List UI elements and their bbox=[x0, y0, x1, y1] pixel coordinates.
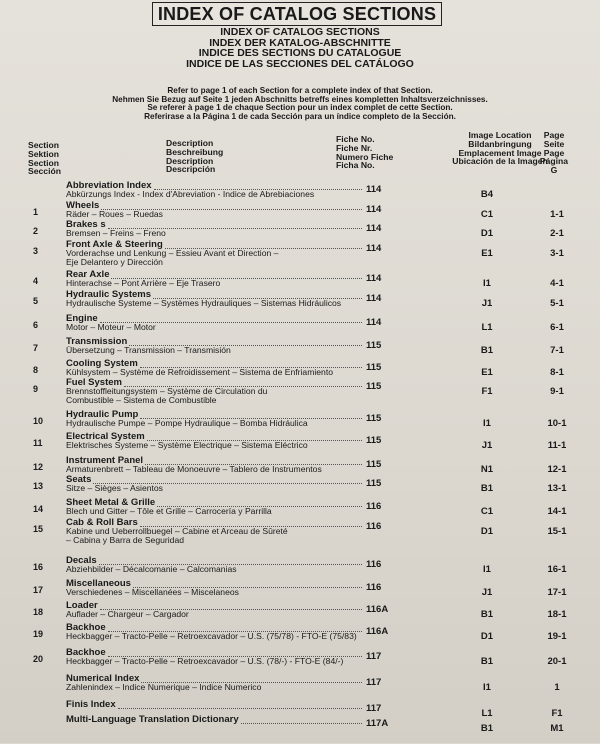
fiche-number: 114 bbox=[366, 223, 382, 234]
section-translation: Übersetzung – Transmission – Transmisión bbox=[66, 345, 231, 355]
fiche-number: 114 bbox=[366, 317, 382, 328]
page-ref: 18-1 bbox=[547, 609, 567, 620]
header-fiche-es: Ficha No. bbox=[336, 160, 375, 171]
image-location: N1 bbox=[480, 464, 494, 475]
section-number: 12 bbox=[33, 462, 44, 472]
page-ref: 1 bbox=[554, 682, 560, 693]
image-location: L1 bbox=[481, 708, 493, 719]
section-name: Instrument Panel bbox=[66, 455, 144, 466]
page-ref: 10-1 bbox=[547, 418, 567, 429]
section-number: 6 bbox=[33, 320, 39, 330]
section-number: 3 bbox=[33, 246, 39, 256]
section-name: Hydraulic Systems bbox=[66, 289, 152, 300]
fiche-number: 115 bbox=[366, 413, 382, 424]
page-ref: 15-1 bbox=[547, 526, 567, 537]
header-image-location-en: Image Location bbox=[468, 130, 532, 140]
section-number: 2 bbox=[33, 226, 39, 236]
image-location: B1 bbox=[480, 609, 494, 620]
section-translation: Blech und Gitter – Tôle et Grille – Carrocería y Parrilla bbox=[66, 506, 272, 516]
section-name: Cooling System bbox=[66, 358, 138, 369]
header-description-es: Descripción bbox=[166, 164, 216, 175]
fiche-number: 114 bbox=[366, 184, 382, 195]
image-location: B1 bbox=[480, 656, 494, 667]
header-image-location-fr: Emplacement Image bbox=[458, 147, 542, 158]
section-translation: Eje Delantero y Dirección bbox=[66, 257, 163, 268]
image-location: D1 bbox=[480, 526, 494, 537]
image-location: B1 bbox=[480, 483, 494, 494]
image-location: F1 bbox=[481, 386, 493, 397]
section-name: Finis Index bbox=[66, 699, 116, 710]
page-ref: 4-1 bbox=[550, 278, 564, 289]
fiche-number: 114 bbox=[366, 204, 382, 215]
page-ref: 16-1 bbox=[547, 564, 567, 575]
dot-leader bbox=[241, 723, 362, 724]
section-name: Hydraulic Pump bbox=[66, 409, 139, 420]
fiche-number: 115 bbox=[366, 478, 382, 489]
section-translation: Kühlsystem – Système de Refroidissement – Sistema de Enfriamiento bbox=[66, 367, 334, 377]
section-translation: – Cabina y Barra de Seguridad bbox=[66, 535, 185, 546]
image-location: I1 bbox=[483, 564, 491, 575]
header-page bbox=[534, 131, 574, 175]
image-location: I1 bbox=[483, 682, 491, 693]
page-ref: 11-1 bbox=[547, 440, 567, 451]
page-ref: 5-1 bbox=[550, 298, 564, 309]
section-translation: Hydraulische Systeme – Systèmes Hydrauliques – Sistemas Hidráulicos bbox=[66, 298, 342, 308]
section-translation: Motor – Moteur – Motor bbox=[66, 322, 156, 332]
header-description-en: Description bbox=[166, 138, 214, 148]
header-page-g: G bbox=[550, 165, 558, 176]
section-name: Cab & Roll Bars bbox=[66, 517, 138, 528]
section-name: Numerical Index bbox=[66, 673, 140, 684]
image-location: J1 bbox=[481, 298, 493, 309]
header-image-location-de: Bildanbringung bbox=[468, 138, 532, 149]
section-number: 16 bbox=[33, 562, 44, 572]
image-location: D1 bbox=[480, 631, 494, 642]
page-ref: 8-1 bbox=[550, 367, 564, 378]
image-location: C1 bbox=[480, 209, 494, 220]
page-ref: F1 bbox=[551, 708, 563, 719]
header-section-en: Section bbox=[28, 140, 60, 150]
fiche-number: 116 bbox=[366, 582, 382, 593]
section-number: 20 bbox=[33, 654, 44, 664]
fiche-number: 116 bbox=[366, 521, 382, 532]
section-translation: Sitze – Sièges – Asientos bbox=[66, 483, 163, 493]
section-name: Fuel System bbox=[66, 377, 122, 388]
fiche-number: 116 bbox=[366, 501, 382, 512]
header-page-de: Seite bbox=[543, 138, 565, 149]
section-name: Backhoe bbox=[66, 622, 106, 633]
section-translation: Heckbagger – Tracto-Pelle – Retroexcavador – U.S. (78/-) - FTO-E (84/-) bbox=[66, 656, 344, 666]
section-translation: Heckbagger – Tracto-Pelle – Retroexcavador – U.S. (75/78) - FTO-E (75/83) bbox=[66, 631, 357, 641]
section-number: 4 bbox=[33, 276, 39, 286]
fiche-number: 117 bbox=[366, 651, 382, 662]
page-ref: 17-1 bbox=[547, 587, 567, 598]
section-number: 9 bbox=[33, 384, 39, 394]
page-ref: M1 bbox=[550, 723, 564, 734]
page-ref: 1-1 bbox=[550, 209, 564, 220]
section-number: 7 bbox=[33, 343, 39, 353]
title-es: INDICE DE LAS SECCIONES DEL CATÁLOGO bbox=[186, 57, 414, 70]
image-location: E1 bbox=[481, 248, 493, 259]
section-name: Decals bbox=[66, 555, 97, 566]
title-de: INDEX DER KATALOG-ABSCHNITTE bbox=[209, 36, 391, 49]
page-ref: 6-1 bbox=[550, 322, 564, 333]
header-image-location-es: Ubicación de la Imagen bbox=[452, 156, 548, 167]
image-location: I1 bbox=[483, 418, 491, 429]
image-location: J1 bbox=[481, 587, 493, 598]
image-location: B1 bbox=[480, 723, 494, 734]
refer-note-en: Refer to page 1 of each Section for a complete index of that Section. bbox=[167, 86, 433, 95]
section-translation: Hinterachse – Pont Arrière – Eje Trasero bbox=[66, 278, 221, 288]
image-location: B4 bbox=[480, 189, 494, 200]
section-number: 5 bbox=[33, 296, 39, 306]
page-ref: 12-1 bbox=[547, 464, 567, 475]
section-translation: Abziehbilder – Décalcomanie – Calcomanias bbox=[66, 564, 237, 574]
fiche-number: 117 bbox=[366, 703, 382, 714]
section-translation: Hydraulische Pumpe – Pompe Hydraulique – Bomba Hidráulica bbox=[66, 418, 308, 428]
table-row bbox=[0, 239, 600, 269]
title-en: INDEX OF CATALOG SECTIONS bbox=[220, 26, 380, 38]
section-number: 14 bbox=[33, 504, 44, 514]
refer-note-es: Referirase a la Página 1 de cada Sección para un índice completo de la Sección. bbox=[144, 111, 456, 121]
fiche-number: 114 bbox=[366, 273, 382, 284]
section-number: 18 bbox=[33, 607, 44, 617]
fiche-number: 115 bbox=[366, 340, 382, 351]
image-location: L1 bbox=[481, 322, 493, 333]
header-section bbox=[28, 141, 61, 176]
section-translation: Kabine und Ueberrollbuegel – Cabine et Arceau de Sûreté bbox=[66, 526, 288, 536]
section-name: Loader bbox=[66, 600, 98, 611]
image-location: E1 bbox=[481, 367, 493, 378]
header-description bbox=[166, 139, 223, 174]
header-fiche-en: Fiche No. bbox=[336, 134, 375, 144]
page-title: INDEX OF CATALOG SECTIONS bbox=[152, 2, 442, 26]
image-location: C1 bbox=[480, 506, 494, 517]
title-fr: INDICE DES SECTIONS DU CATALOGUE bbox=[198, 47, 402, 59]
table-row bbox=[0, 377, 600, 407]
page-ref: 2-1 bbox=[550, 228, 564, 239]
page-ref: 3-1 bbox=[550, 248, 564, 259]
section-name: Transmission bbox=[66, 336, 128, 347]
image-location: B1 bbox=[480, 345, 494, 356]
fiche-number: 115 bbox=[366, 459, 382, 470]
image-location: J1 bbox=[481, 440, 493, 451]
fiche-number: 117A bbox=[366, 718, 389, 729]
section-name: Sheet Metal & Grille bbox=[66, 497, 156, 508]
page-ref: 13-1 bbox=[547, 483, 567, 494]
refer-note-fr: Se referer à page 1 de chaque Section pour un index complet de cette Section. bbox=[147, 103, 453, 113]
section-name: Multi-Language Translation Dictionary bbox=[66, 714, 239, 725]
section-translation: Zahlenindex – Indice Numerique – Indice Numerico bbox=[66, 682, 262, 692]
section-name: Brakes s bbox=[66, 219, 106, 230]
header-page-fr: Page bbox=[543, 147, 565, 158]
image-location: D1 bbox=[480, 228, 494, 239]
section-name: Electrical System bbox=[66, 431, 145, 442]
section-name: Rear Axle bbox=[66, 269, 110, 280]
header-section-fr: Section bbox=[28, 157, 60, 168]
header-section-es: Sección bbox=[28, 166, 61, 177]
header-fiche-fr: Numero Fiche bbox=[336, 151, 394, 162]
fiche-number: 116A bbox=[366, 604, 389, 615]
section-translation: Combustible – Sistema de Combustible bbox=[66, 395, 217, 406]
fiche-number: 115 bbox=[366, 381, 382, 392]
header-page-en: Page bbox=[543, 130, 565, 140]
section-number: 11 bbox=[33, 438, 43, 448]
fiche-number: 116 bbox=[366, 559, 382, 570]
section-name: Engine bbox=[66, 313, 98, 324]
refer-notes bbox=[0, 87, 600, 121]
page-ref: 14-1 bbox=[547, 506, 567, 517]
fiche-number: 115 bbox=[366, 435, 382, 446]
page-ref: 20-1 bbox=[547, 656, 567, 667]
section-name: Backhoe bbox=[66, 647, 106, 658]
section-number: 13 bbox=[33, 481, 44, 491]
section-number: 1 bbox=[33, 207, 39, 217]
section-translation: Vorderachse und Lenkung – Essieu Avant et Direction – bbox=[66, 248, 279, 258]
section-translation: Verschiedenes – Miscellanées – Miscelaneos bbox=[66, 587, 239, 597]
section-translation: Bremsen – Freins – Freno bbox=[66, 228, 166, 238]
header-fiche-de: Fiche Nr. bbox=[336, 142, 373, 153]
section-number: 17 bbox=[33, 585, 44, 595]
section-number: 15 bbox=[33, 524, 44, 534]
fiche-number: 115 bbox=[366, 362, 382, 373]
fiche-number: 116A bbox=[366, 626, 389, 637]
page-ref: 9-1 bbox=[550, 386, 564, 397]
header-description-fr: Description bbox=[166, 155, 214, 166]
section-number: 19 bbox=[33, 629, 44, 639]
section-number: 10 bbox=[33, 416, 44, 426]
fiche-number: 114 bbox=[366, 293, 382, 304]
refer-note-de: Nehmen Sie Bezug auf Seite 1 jeden Abschnitts betreffs eines kompletten Inhaltsverzeichnisses. bbox=[112, 94, 488, 104]
page-ref: 7-1 bbox=[550, 345, 564, 356]
section-number: 8 bbox=[33, 365, 39, 375]
dot-leader bbox=[118, 708, 362, 709]
image-location: I1 bbox=[483, 278, 491, 289]
multilingual-titles bbox=[0, 27, 600, 69]
fiche-number: 114 bbox=[366, 243, 382, 254]
section-name: Front Axle & Steering bbox=[66, 239, 163, 250]
section-translation: Abkürzungs Index - Index d'Abreviation - Indice de Abrebiaciones bbox=[66, 189, 315, 199]
fiche-number: 117 bbox=[366, 677, 382, 688]
header-page-es: Página bbox=[539, 156, 569, 167]
section-translation: Auflader – Chargeur – Cargador bbox=[66, 609, 189, 619]
table-row bbox=[0, 714, 600, 744]
header-section-de: Sektion bbox=[28, 148, 60, 159]
page-ref: 19-1 bbox=[547, 631, 567, 642]
section-name: Seats bbox=[66, 474, 92, 485]
section-translation: Brennstoffleitungsystem – Système de Circulation du bbox=[66, 386, 268, 396]
section-translation: Armaturenbrett – Tableau de Monoeuvre – Tablero de Instrumentos bbox=[66, 464, 322, 474]
section-name: Wheels bbox=[66, 200, 100, 211]
section-name: Abbreviation Index bbox=[66, 180, 152, 191]
section-name: Miscellaneous bbox=[66, 578, 131, 589]
section-translation: Elektrisches Systeme – Système Electrique – Sistema Eléctrico bbox=[66, 440, 308, 450]
header-description-de: Beschreibung bbox=[166, 146, 224, 157]
table-row bbox=[0, 517, 600, 547]
section-translation: Räder – Roues – Ruedas bbox=[66, 209, 163, 219]
header-fiche bbox=[336, 135, 393, 170]
